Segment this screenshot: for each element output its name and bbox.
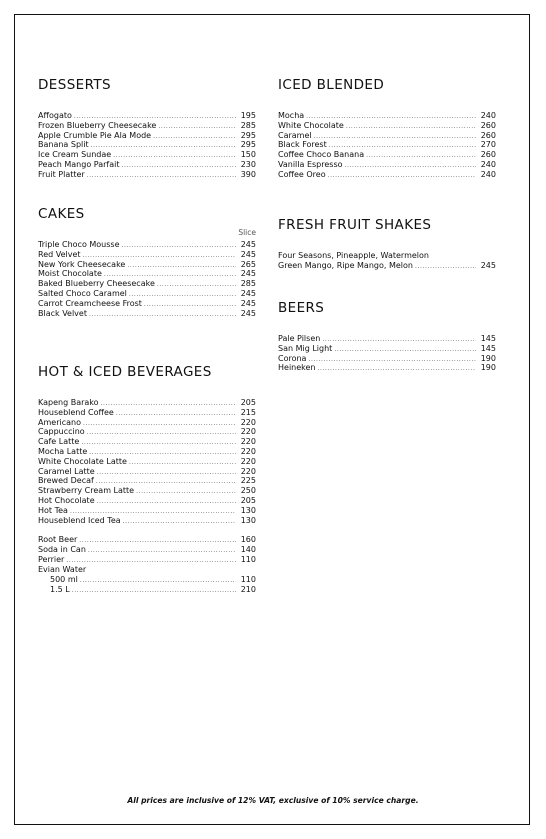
menu-item (38, 170, 256, 180)
item-price: 260 (480, 150, 496, 160)
item-price: 160 (240, 535, 256, 545)
leader-dots (66, 555, 236, 566)
item-name: Brewed Decaf (38, 476, 94, 486)
desserts-section (38, 77, 256, 180)
menu-item (38, 516, 256, 526)
menu-item (38, 585, 256, 595)
item-price: 220 (240, 437, 256, 447)
menu-item (38, 111, 256, 121)
item-price: 240 (480, 111, 496, 120)
item-price: 225 (240, 476, 256, 486)
item-name: 1.5 L (50, 584, 70, 594)
item-price: 295 (240, 130, 256, 140)
item-name: Coffee Oreo (278, 169, 326, 179)
item-name: Corona (278, 353, 307, 363)
menu-item (278, 160, 496, 170)
item-price: 390 (240, 169, 256, 179)
shakes-line-1: Four Seasons, Pineapple, Watermelon (278, 251, 429, 260)
menu-item (38, 279, 256, 289)
menu-item (38, 457, 256, 467)
item-price: 150 (240, 150, 256, 160)
item-name: Ice Cream Sundae (38, 150, 112, 160)
menu-item (278, 131, 496, 141)
item-name: Houseblend Coffee (38, 407, 114, 417)
menu-item (278, 170, 496, 180)
item-name: Peach Mango Parfait (38, 159, 120, 169)
menu-item (38, 309, 256, 319)
menu-item (38, 250, 256, 260)
item-name: Mocha Latte (38, 446, 88, 456)
menu-item (38, 131, 256, 141)
item-name: Mocha (278, 111, 305, 120)
leader-dots (123, 516, 236, 527)
section-title-iced-blended: ICED BLENDED (278, 77, 385, 93)
item-price: 220 (240, 466, 256, 476)
leader-dots (72, 585, 236, 596)
item-price: 110 (240, 574, 256, 584)
right-column (278, 0, 496, 839)
item-price: 145 (480, 334, 496, 343)
item-name: Hot Tea (38, 505, 68, 515)
leader-dots (328, 170, 476, 181)
item-price: 230 (240, 159, 256, 169)
menu-item (38, 240, 256, 250)
item-price: 240 (480, 169, 496, 179)
item-name: Americano (38, 417, 81, 427)
leader-dots (318, 363, 477, 374)
slice-label: Slice (238, 228, 256, 237)
item-price: 295 (240, 140, 256, 150)
menu-item (278, 344, 496, 354)
menu-item (278, 150, 496, 160)
item-price: 260 (480, 120, 496, 130)
item-price: 205 (240, 398, 256, 407)
item-price: 285 (240, 120, 256, 130)
item-price: 270 (480, 140, 496, 150)
item-name: White Chocolate (278, 120, 344, 130)
item-name: Affogato (38, 111, 72, 120)
item-price: 265 (240, 259, 256, 269)
item-name: Hot Chocolate (38, 495, 95, 505)
item-name: Caramel (278, 130, 312, 140)
item-name: Cappuccino (38, 427, 85, 437)
item-price: 130 (240, 515, 256, 525)
menu-item (38, 299, 256, 309)
item-name: Carrot Creamcheese Frost (38, 298, 142, 308)
menu-item (38, 140, 256, 150)
item-price: 245 (240, 308, 256, 318)
item-name: Houseblend Iced Tea (38, 515, 121, 525)
item-name: Perrier (38, 554, 65, 564)
item-name: Heineken (278, 363, 316, 373)
menu-item (38, 121, 256, 131)
menu-item (38, 398, 256, 408)
menu-item (38, 575, 256, 585)
item-price: 205 (240, 495, 256, 505)
menu-item (38, 476, 256, 486)
item-name: Frozen Blueberry Cheesecake (38, 120, 157, 130)
item-name: San Mig Light (278, 343, 333, 353)
item-price: 260 (480, 130, 496, 140)
leader-dots (87, 170, 236, 181)
evian-water-label: Evian Water (38, 564, 87, 574)
left-column (38, 0, 256, 839)
item-price: 285 (240, 279, 256, 289)
item-price: 245 (240, 269, 256, 279)
item-name: Baked Blueberry Cheesecake (38, 279, 155, 289)
item-name: Banana Split (38, 140, 89, 150)
menu-item (38, 150, 256, 160)
menu-item (38, 418, 256, 428)
item-price: 210 (240, 584, 256, 594)
item-price: 190 (480, 363, 496, 373)
iced-blended-list (278, 111, 496, 180)
item-name: New York Cheesecake (38, 259, 126, 269)
item-price: 140 (240, 545, 256, 555)
section-title-desserts: DESSERTS (38, 77, 112, 93)
item-name: Green Mango, Ripe Mango, Melon (278, 261, 413, 270)
menu-item (278, 140, 496, 150)
item-price: 245 (240, 240, 256, 249)
menu-item (278, 354, 496, 364)
menu-item (278, 363, 496, 373)
menu-item (38, 486, 256, 496)
beverages-section (38, 364, 256, 594)
menu-item (38, 447, 256, 457)
item-price: 245 (240, 298, 256, 308)
shakes-list (278, 261, 496, 271)
item-price: 245 (240, 249, 256, 259)
item-price: 220 (240, 427, 256, 437)
item-price: 220 (240, 456, 256, 466)
menu-item (38, 496, 256, 506)
menu-item (38, 289, 256, 299)
beverages-list (38, 398, 256, 525)
item-price: 190 (480, 353, 496, 363)
leader-dots (415, 261, 476, 272)
menu-item (278, 261, 496, 271)
menu-item (278, 334, 496, 344)
iced-blended-section (278, 77, 496, 180)
menu-item (278, 121, 496, 131)
menu-item (38, 260, 256, 270)
item-name: Salted Choco Caramel (38, 288, 127, 298)
item-price: 195 (240, 111, 256, 120)
soft-drinks-list (38, 535, 256, 564)
item-name: Apple Crumble Pie Ala Mode (38, 130, 152, 140)
item-name: Red Velvet (38, 249, 81, 259)
item-name: Vanilla Espresso (278, 159, 343, 169)
item-price: 250 (240, 486, 256, 496)
item-name: Cafe Latte (38, 437, 80, 447)
item-name: Black Forest (278, 140, 327, 150)
menu-item (38, 160, 256, 170)
menu-item (38, 467, 256, 477)
item-price: 130 (240, 505, 256, 515)
item-price: 110 (240, 554, 256, 564)
item-name: Moist Chocolate (38, 269, 102, 279)
item-name: White Chocolate Latte (38, 456, 127, 466)
menu-item (38, 408, 256, 418)
item-name: Root Beer (38, 535, 78, 545)
leader-dots (89, 309, 236, 320)
menu-item (38, 545, 256, 555)
item-name: Coffee Choco Banana (278, 150, 365, 160)
item-name: Black Velvet (38, 308, 87, 318)
section-title-beers: BEERS (278, 300, 325, 316)
menu-item (278, 111, 496, 121)
item-price: 145 (480, 343, 496, 353)
beers-section (278, 300, 496, 373)
item-price: 220 (240, 446, 256, 456)
menu-item (38, 427, 256, 437)
shakes-section (278, 217, 496, 271)
desserts-list (38, 111, 256, 180)
item-name: Fruit Platter (38, 169, 85, 179)
menu-item (38, 437, 256, 447)
item-price: 245 (480, 261, 496, 270)
item-name: Caramel Latte (38, 466, 95, 476)
item-name: Kapeng Barako (38, 398, 99, 407)
item-price: 220 (240, 417, 256, 427)
menu-item (38, 269, 256, 279)
item-price: 240 (480, 159, 496, 169)
item-name: Strawberry Cream Latte (38, 486, 135, 496)
item-name: Pale Pilsen (278, 334, 321, 343)
footer-note: All prices are inclusive of 12% VAT, exclusive of 10% service charge. (127, 796, 419, 805)
beers-list (278, 334, 496, 373)
menu-item (38, 506, 256, 516)
section-title-cakes: CAKES (38, 206, 85, 222)
section-title-shakes: FRESH FRUIT SHAKES (278, 217, 432, 233)
item-name: Soda in Can (38, 545, 86, 555)
cakes-list (38, 240, 256, 318)
menu-item (38, 555, 256, 565)
item-price: 215 (240, 407, 256, 417)
evian-list (38, 575, 256, 595)
section-title-beverages: HOT & ICED BEVERAGES (38, 364, 212, 380)
cakes-section (38, 206, 256, 318)
item-name: Triple Choco Mousse (38, 240, 120, 249)
item-name: 500 ml (50, 574, 78, 584)
menu-item (38, 535, 256, 545)
item-price: 245 (240, 288, 256, 298)
